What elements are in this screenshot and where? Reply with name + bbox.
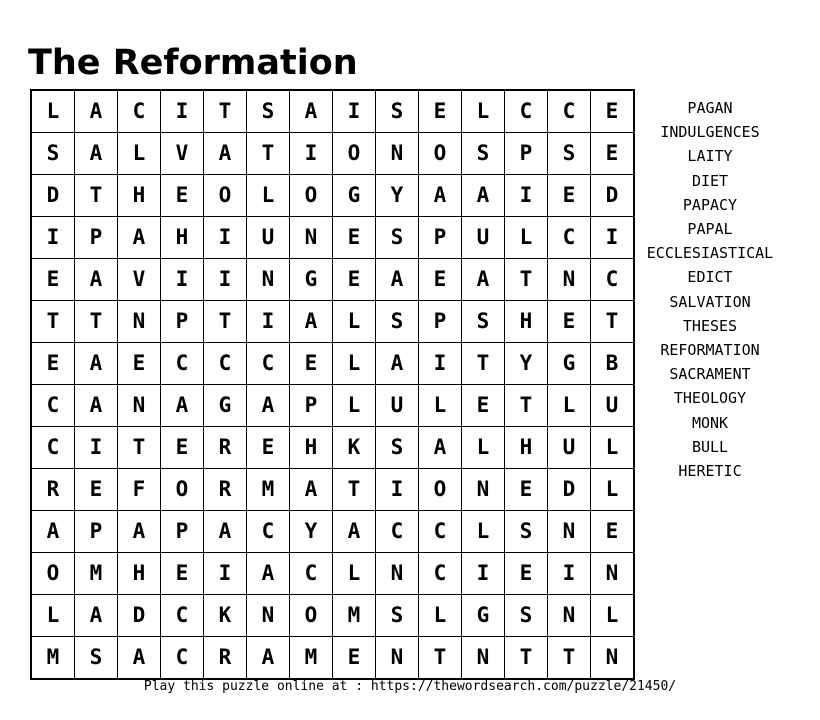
grid-cell[interactable]: T	[505, 259, 548, 301]
grid-cell[interactable]: E	[161, 553, 204, 595]
grid-cell[interactable]: I	[247, 301, 290, 343]
grid-row	[31, 469, 634, 511]
grid-cell[interactable]: E	[419, 259, 462, 301]
grid-cell[interactable]: L	[333, 301, 376, 343]
grid-cell[interactable]: H	[161, 217, 204, 259]
grid-cell[interactable]: L	[419, 385, 462, 427]
grid-cell[interactable]: A	[462, 175, 505, 217]
grid-cell[interactable]: L	[505, 217, 548, 259]
grid-cell[interactable]: U	[591, 385, 635, 427]
grid-cell[interactable]: A	[75, 385, 118, 427]
grid-cell[interactable]: E	[505, 469, 548, 511]
grid-cell[interactable]: A	[376, 259, 419, 301]
grid-cell[interactable]: L	[333, 343, 376, 385]
grid-cell[interactable]: A	[247, 553, 290, 595]
grid-cell[interactable]: E	[247, 427, 290, 469]
grid-cell[interactable]: D	[591, 175, 635, 217]
grid-cell[interactable]: L	[419, 595, 462, 637]
grid-cell[interactable]: I	[290, 133, 333, 175]
grid-cell[interactable]: T	[462, 343, 505, 385]
grid-cell[interactable]: G	[462, 595, 505, 637]
grid-cell[interactable]: P	[505, 133, 548, 175]
grid-cell[interactable]: A	[118, 511, 161, 553]
word-list-item[interactable]: LAITY	[687, 147, 733, 166]
grid-cell[interactable]: S	[505, 511, 548, 553]
grid-cell[interactable]: P	[75, 511, 118, 553]
grid-cell[interactable]: O	[419, 469, 462, 511]
grid-cell[interactable]: E	[591, 511, 635, 553]
grid-cell[interactable]: T	[118, 427, 161, 469]
grid-cell[interactable]: I	[591, 217, 635, 259]
grid-cell[interactable]: L	[31, 595, 75, 637]
grid-cell[interactable]: R	[31, 469, 75, 511]
word-list-item[interactable]: PAPACY	[682, 195, 738, 214]
grid-cell[interactable]: A	[75, 90, 118, 133]
word-list-item[interactable]: PAPAL	[687, 220, 733, 239]
grid-row	[31, 427, 634, 469]
grid-cell[interactable]: I	[161, 259, 204, 301]
grid-cell[interactable]: A	[462, 259, 505, 301]
grid-cell[interactable]: H	[118, 175, 161, 217]
grid-cell[interactable]: C	[161, 595, 204, 637]
grid-cell[interactable]: L	[462, 427, 505, 469]
grid-cell[interactable]: T	[591, 301, 635, 343]
grid-cell[interactable]: L	[247, 175, 290, 217]
grid-cell[interactable]: T	[75, 301, 118, 343]
word-list-item[interactable]: EDICT	[687, 268, 733, 287]
word-list-item[interactable]: MONK	[691, 413, 729, 432]
grid-cell[interactable]: A	[204, 133, 247, 175]
word-list-item[interactable]: SALVATION	[669, 292, 751, 311]
grid-cell[interactable]: E	[333, 217, 376, 259]
grid-cell[interactable]: P	[290, 385, 333, 427]
grid-cell[interactable]: N	[376, 553, 419, 595]
letter-grid[interactable]	[30, 89, 635, 680]
grid-cell[interactable]: A	[75, 343, 118, 385]
grid-cell[interactable]: A	[75, 133, 118, 175]
grid-cell[interactable]: A	[204, 511, 247, 553]
grid-cell[interactable]: A	[419, 427, 462, 469]
grid-row	[31, 553, 634, 595]
word-list-item[interactable]: SACRAMENT	[669, 365, 751, 384]
grid-cell[interactable]: P	[75, 217, 118, 259]
grid-cell[interactable]: I	[419, 343, 462, 385]
grid-cell[interactable]: P	[419, 301, 462, 343]
grid-cell[interactable]: O	[419, 133, 462, 175]
grid-cell[interactable]: S	[376, 217, 419, 259]
grid-cell[interactable]: O	[204, 175, 247, 217]
grid-cell[interactable]: N	[548, 259, 591, 301]
grid-cell[interactable]: G	[333, 175, 376, 217]
grid-cell[interactable]: H	[290, 427, 333, 469]
grid-cell[interactable]: N	[376, 133, 419, 175]
word-list-item[interactable]: HERETIC	[678, 462, 742, 481]
grid-cell[interactable]: I	[31, 217, 75, 259]
grid-cell[interactable]: C	[204, 343, 247, 385]
grid-cell[interactable]: N	[591, 553, 635, 595]
grid-cell[interactable]: R	[204, 427, 247, 469]
word-list-item[interactable]: REFORMATION	[660, 341, 760, 360]
grid-cell[interactable]: M	[290, 637, 333, 680]
grid-cell[interactable]: I	[548, 553, 591, 595]
grid-cell[interactable]: T	[333, 469, 376, 511]
grid-cell[interactable]: O	[333, 133, 376, 175]
grid-row	[31, 343, 634, 385]
grid-cell[interactable]: T	[31, 301, 75, 343]
grid-cell[interactable]: C	[247, 343, 290, 385]
grid-cell[interactable]: A	[247, 637, 290, 680]
grid-cell[interactable]: A	[75, 259, 118, 301]
grid-cell[interactable]: A	[118, 217, 161, 259]
grid-cell[interactable]: U	[247, 217, 290, 259]
grid-row	[31, 217, 634, 259]
grid-cell[interactable]: N	[118, 385, 161, 427]
grid-cell[interactable]: A	[247, 385, 290, 427]
grid-cell[interactable]: I	[505, 175, 548, 217]
grid-row	[31, 133, 634, 175]
grid-cell[interactable]: N	[548, 595, 591, 637]
grid-cell[interactable]: B	[591, 343, 635, 385]
grid-cell[interactable]: S	[548, 133, 591, 175]
grid-cell[interactable]: T	[505, 385, 548, 427]
grid-cell[interactable]: C	[161, 637, 204, 680]
grid-cell[interactable]: N	[462, 469, 505, 511]
grid-cell[interactable]: N	[247, 595, 290, 637]
grid-cell[interactable]: I	[333, 90, 376, 133]
grid-row	[31, 595, 634, 637]
grid-cell[interactable]: L	[548, 385, 591, 427]
grid-cell[interactable]: S	[462, 301, 505, 343]
grid-cell[interactable]: C	[31, 385, 75, 427]
grid-cell[interactable]: C	[419, 553, 462, 595]
grid-cell[interactable]: L	[591, 595, 635, 637]
grid-cell[interactable]: L	[462, 90, 505, 133]
grid-cell[interactable]: C	[419, 511, 462, 553]
grid-cell[interactable]: S	[376, 595, 419, 637]
grid-cell[interactable]: N	[247, 259, 290, 301]
grid-cell[interactable]: C	[247, 511, 290, 553]
word-list-item[interactable]: ECCLESIASTICAL	[646, 244, 774, 263]
grid-cell[interactable]: E	[161, 175, 204, 217]
grid-cell[interactable]: C	[591, 259, 635, 301]
grid-cell[interactable]: E	[548, 175, 591, 217]
grid-cell[interactable]: P	[419, 217, 462, 259]
grid-cell[interactable]: H	[505, 427, 548, 469]
grid-cell[interactable]: U	[462, 217, 505, 259]
grid-cell[interactable]: S	[31, 133, 75, 175]
grid-cell[interactable]: V	[161, 133, 204, 175]
grid-cell[interactable]: G	[548, 343, 591, 385]
grid-cell[interactable]: A	[290, 469, 333, 511]
grid-cell[interactable]: Y	[290, 511, 333, 553]
grid-cell[interactable]: N	[376, 637, 419, 680]
grid-cell[interactable]: I	[204, 553, 247, 595]
grid-cell[interactable]: I	[204, 217, 247, 259]
grid-cell[interactable]: D	[548, 469, 591, 511]
grid-cell[interactable]: E	[505, 553, 548, 595]
grid-cell[interactable]: R	[204, 637, 247, 680]
grid-cell[interactable]: G	[204, 385, 247, 427]
grid-cell[interactable]: E	[591, 90, 635, 133]
grid-cell[interactable]: S	[376, 427, 419, 469]
grid-cell[interactable]: A	[75, 595, 118, 637]
grid-cell[interactable]: T	[204, 301, 247, 343]
grid-cell[interactable]: N	[591, 637, 635, 680]
word-list-item[interactable]: THESES	[682, 316, 738, 335]
grid-cell[interactable]: C	[290, 553, 333, 595]
grid-cell[interactable]: E	[161, 427, 204, 469]
grid-cell[interactable]: S	[75, 637, 118, 680]
grid-cell[interactable]: M	[75, 553, 118, 595]
grid-cell[interactable]: O	[31, 553, 75, 595]
grid-cell[interactable]: E	[290, 343, 333, 385]
grid-row	[31, 511, 634, 553]
grid-cell[interactable]: A	[290, 90, 333, 133]
grid-cell[interactable]: H	[505, 301, 548, 343]
grid-cell[interactable]: K	[204, 595, 247, 637]
grid-cell[interactable]: C	[548, 217, 591, 259]
grid-cell[interactable]: T	[548, 637, 591, 680]
word-list	[620, 96, 800, 483]
grid-cell[interactable]: R	[204, 469, 247, 511]
grid-cell[interactable]: I	[75, 427, 118, 469]
grid-cell[interactable]: A	[376, 343, 419, 385]
grid-cell[interactable]: U	[548, 427, 591, 469]
grid-cell[interactable]: O	[161, 469, 204, 511]
word-list-item[interactable]: THEOLOGY	[673, 389, 747, 408]
grid-cell[interactable]: L	[333, 553, 376, 595]
grid-cell[interactable]: T	[505, 637, 548, 680]
grid-cell[interactable]: N	[290, 217, 333, 259]
grid-cell[interactable]: O	[290, 175, 333, 217]
grid-cell[interactable]: A	[161, 385, 204, 427]
grid-cell[interactable]: S	[247, 90, 290, 133]
grid-cell[interactable]: I	[161, 90, 204, 133]
grid-cell[interactable]: V	[118, 259, 161, 301]
grid-cell[interactable]: N	[462, 637, 505, 680]
grid-row	[31, 301, 634, 343]
grid-cell[interactable]: E	[31, 259, 75, 301]
grid-cell[interactable]: O	[290, 595, 333, 637]
grid-cell[interactable]: P	[161, 301, 204, 343]
grid-cell[interactable]: G	[290, 259, 333, 301]
grid-cell[interactable]: Y	[505, 343, 548, 385]
grid-cell[interactable]: I	[204, 259, 247, 301]
grid-cell[interactable]: U	[376, 385, 419, 427]
grid-cell[interactable]: T	[75, 175, 118, 217]
grid-cell[interactable]: E	[462, 385, 505, 427]
grid-cell[interactable]: A	[333, 511, 376, 553]
grid-cell[interactable]: L	[591, 469, 635, 511]
grid-cell[interactable]: D	[31, 175, 75, 217]
grid-cell[interactable]: N	[118, 301, 161, 343]
grid-cell[interactable]: S	[376, 301, 419, 343]
grid-cell[interactable]: L	[118, 133, 161, 175]
grid-cell[interactable]: A	[118, 637, 161, 680]
word-list-item[interactable]: BULL	[691, 437, 729, 456]
grid-cell[interactable]: E	[419, 90, 462, 133]
grid-cell[interactable]: M	[31, 637, 75, 680]
grid-cell[interactable]: E	[548, 301, 591, 343]
grid-cell[interactable]: Y	[376, 175, 419, 217]
grid-cell[interactable]: A	[31, 511, 75, 553]
grid-cell[interactable]: D	[118, 595, 161, 637]
word-list-item[interactable]: INDULGENCES	[660, 123, 760, 142]
grid-cell[interactable]: N	[548, 511, 591, 553]
grid-cell[interactable]: E	[75, 469, 118, 511]
grid-cell[interactable]: H	[118, 553, 161, 595]
grid-cell[interactable]: C	[31, 427, 75, 469]
grid-cell[interactable]: L	[462, 511, 505, 553]
grid-cell[interactable]: S	[505, 595, 548, 637]
word-list-item[interactable]: DIET	[691, 171, 729, 190]
grid-cell[interactable]: L	[31, 90, 75, 133]
grid-cell[interactable]: I	[462, 553, 505, 595]
grid-cell[interactable]: T	[419, 637, 462, 680]
grid-cell[interactable]: M	[247, 469, 290, 511]
grid-cell[interactable]: S	[462, 133, 505, 175]
grid-cell[interactable]: C	[548, 90, 591, 133]
grid-cell[interactable]: C	[376, 511, 419, 553]
grid-cell[interactable]: S	[376, 90, 419, 133]
grid-cell[interactable]: A	[290, 301, 333, 343]
grid-cell[interactable]: L	[333, 385, 376, 427]
grid-cell[interactable]: E	[591, 133, 635, 175]
grid-row	[31, 259, 634, 301]
grid-cell[interactable]: M	[333, 595, 376, 637]
word-search-grid[interactable]	[30, 89, 635, 680]
grid-cell[interactable]: F	[118, 469, 161, 511]
grid-cell[interactable]: P	[161, 511, 204, 553]
word-list-item[interactable]: PAGAN	[687, 99, 733, 117]
grid-row	[31, 637, 634, 680]
grid-row	[31, 175, 634, 217]
grid-row	[31, 90, 634, 133]
grid-cell[interactable]: E	[333, 259, 376, 301]
grid-cell[interactable]: C	[505, 90, 548, 133]
footer-note: Play this puzzle online at : https://thewordsearch.com/puzzle/21450/	[143, 679, 677, 694]
grid-cell[interactable]: E	[118, 343, 161, 385]
grid-cell[interactable]: I	[376, 469, 419, 511]
grid-cell[interactable]: T	[247, 133, 290, 175]
page-title: The Reformation	[28, 43, 358, 84]
grid-cell[interactable]: E	[333, 637, 376, 680]
grid-cell[interactable]: C	[161, 343, 204, 385]
grid-row	[31, 385, 634, 427]
grid-cell[interactable]: C	[118, 90, 161, 133]
grid-cell[interactable]: T	[204, 90, 247, 133]
grid-cell[interactable]: K	[333, 427, 376, 469]
grid-cell[interactable]: E	[31, 343, 75, 385]
grid-cell[interactable]: A	[419, 175, 462, 217]
grid-cell[interactable]: L	[591, 427, 635, 469]
